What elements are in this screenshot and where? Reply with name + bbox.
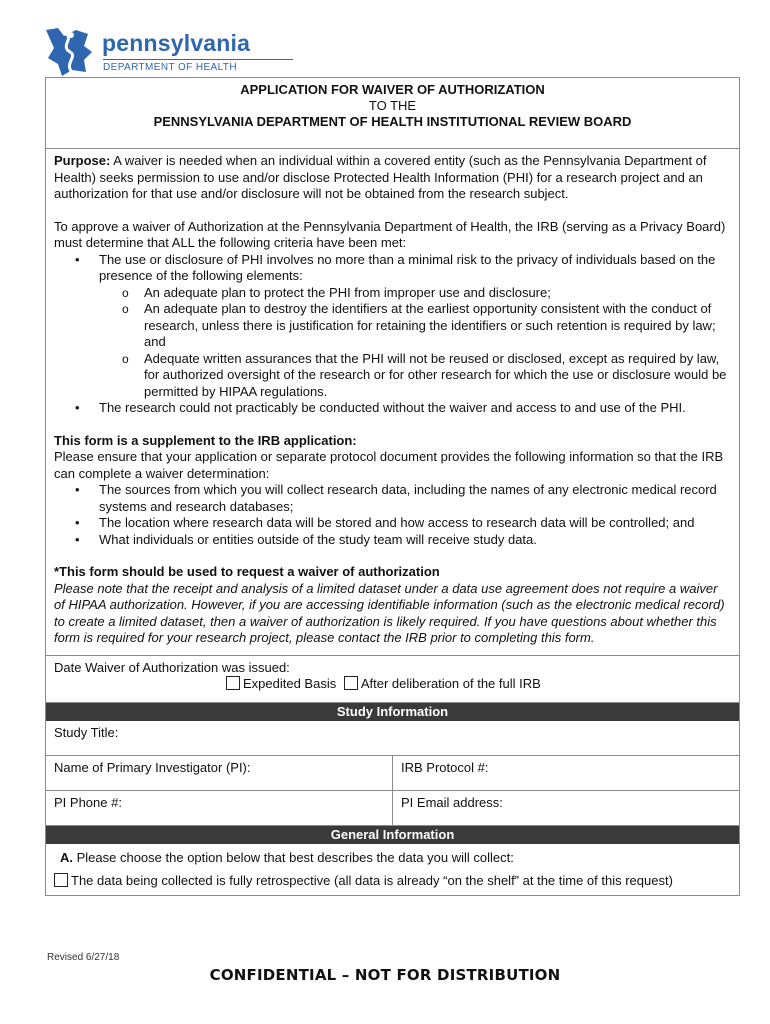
revision-date: Revised 6/27/18 xyxy=(47,952,120,963)
retrospective-label: The data being collected is fully retrospective (all data is already “on the shelf” at the time of this request) xyxy=(71,872,673,888)
pi-phone-label: PI Phone #: xyxy=(54,794,122,810)
full-irb-checkbox[interactable] xyxy=(344,676,358,690)
expedited-label: Expedited Basis xyxy=(243,675,337,691)
purpose-paragraph xyxy=(54,153,731,203)
waiver-basis-options xyxy=(54,676,731,692)
supplement-item: • The location where research data will be stored and how access to research data will be controlled; and xyxy=(54,515,731,532)
title-line-2: TO THE xyxy=(368,98,417,113)
instructions-section xyxy=(46,149,739,656)
title-line-3: PENNSYLVANIA DEPARTMENT OF HEALTH INSTITUTIONAL REVIEW BOARD xyxy=(153,114,632,129)
study-information-bar: Study Information xyxy=(46,703,739,721)
full-irb-label: After deliberation of the full IRB xyxy=(360,675,541,691)
irb-protocol-field[interactable] xyxy=(393,756,739,790)
supplement-heading: This form is a supplement to the IRB application: xyxy=(54,432,357,448)
logo-name: pennsylvania xyxy=(102,30,251,56)
form-frame xyxy=(45,77,740,896)
supplement-item: • What individuals or entities outside of the study team will receive study data. xyxy=(54,532,731,549)
pi-contact-row xyxy=(46,791,739,826)
usage-note: Please note that the receipt and analysis of a limited dataset under a data use agreement does not require a waiver of HIPAA authorization. However, if you are accessing identifiable information (such as the electronic medical record) to create a limited dataset, then a waiver of authorization is likely required. If you have questions about whether this form is required for your research project, please contact the IRB prior to completing this form. xyxy=(54,580,725,645)
criteria-list xyxy=(54,252,731,417)
question-text: Please choose the option below that best describes the data you will collect: xyxy=(73,849,514,865)
pi-email-label: PI Email address: xyxy=(401,794,503,810)
title-line-1: APPLICATION FOR WAIVER OF AUTHORIZATION xyxy=(240,82,545,97)
criteria-item: • The research could not practicably be conducted without the waiver and access to and use of the PHI. xyxy=(54,400,731,417)
criteria-intro: To approve a waiver of Authorization at the Pennsylvania Department of Health, the IRB (serving as a Privacy Board) must determine that ALL the following criteria have been met: xyxy=(54,218,726,250)
form-title xyxy=(46,78,739,149)
pi-name-field[interactable] xyxy=(46,756,393,790)
waiver-date-section xyxy=(46,656,739,703)
logo-rule xyxy=(103,59,293,60)
keystone-logo-icon xyxy=(44,26,96,78)
purpose-label: Purpose: xyxy=(54,153,111,168)
criteria-subitem: o An adequate plan to protect the PHI from improper use and disclosure; xyxy=(54,285,731,302)
logo-department: DEPARTMENT OF HEALTH xyxy=(103,62,237,73)
supplement-intro: Please ensure that your application or separate protocol document provides the following information so that the IRB can complete a waiver determination: xyxy=(54,449,724,481)
supplement-list xyxy=(54,482,731,548)
irb-protocol-label: IRB Protocol #: xyxy=(401,759,489,775)
criteria-subitem: o An adequate plan to destroy the identifiers at the earliest opportunity consistent with the conduct of research, unless there is justification for retaining the identifiers or such retention is required by law; and xyxy=(54,301,731,351)
expedited-checkbox[interactable] xyxy=(226,676,240,690)
retrospective-checkbox[interactable] xyxy=(54,873,68,887)
purpose-text: A waiver is needed when an individual within a covered entity (such as the Pennsylvania Department of Health) seeks permission to use and/or disclose Protected Health Information (PHI) for a research project and an authorization for that use and/or disclosure will not be obtained from the research subject. xyxy=(54,153,707,201)
criteria-subitem: o Adequate written assurances that the PHI will not be reused or disclosed, except as required by law, for authorized oversight of the research or for other research for which the use or disclosure would be permitted by HIPAA regulations. xyxy=(54,351,731,401)
general-information-bar: General Information xyxy=(46,826,739,844)
question-label: A. xyxy=(60,849,73,865)
pi-row xyxy=(46,756,739,791)
data-type-question xyxy=(46,844,739,870)
confidential-notice: CONFIDENTIAL – NOT FOR DISTRIBUTION xyxy=(209,966,561,984)
study-title-field[interactable] xyxy=(46,721,739,756)
criteria-item: • The use or disclosure of PHI involves no more than a minimal risk to the privacy of individuals based on the presence of the following elements: xyxy=(54,252,731,285)
study-title-label: Study Title: xyxy=(54,724,119,740)
supplement-item: • The sources from which you will collect research data, including the names of any electronic medical record systems and research databases; xyxy=(54,482,731,515)
retrospective-option xyxy=(46,870,739,895)
pi-phone-field[interactable] xyxy=(46,791,393,825)
pi-email-field[interactable] xyxy=(393,791,739,825)
waiver-date-label: Date Waiver of Authorization was issued: xyxy=(54,659,290,675)
pi-name-label: Name of Primary Investigator (PI): xyxy=(54,759,251,775)
usage-heading: *This form should be used to request a waiver of authorization xyxy=(54,564,440,579)
